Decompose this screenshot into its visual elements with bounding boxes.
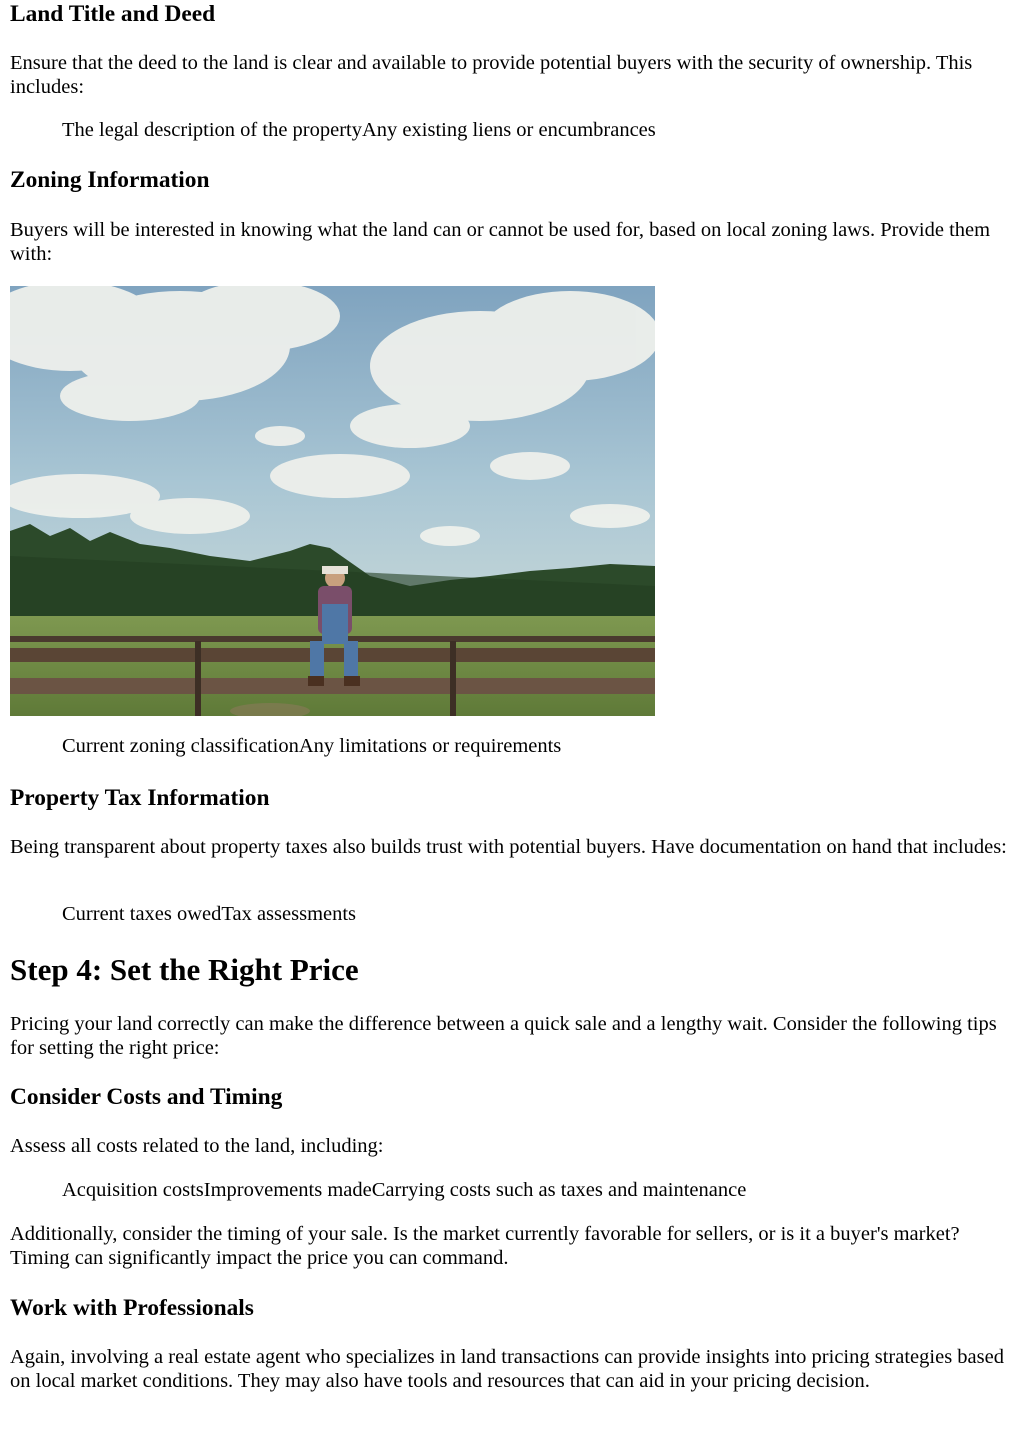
list-land-title: The legal description of the propertyAny existing liens or encumbrances [62, 119, 656, 141]
heading-costs-timing: Consider Costs and Timing [10, 1084, 283, 1110]
heading-professionals: Work with Professionals [10, 1295, 254, 1321]
list-zoning: Current zoning classificationAny limitations or requirements [62, 735, 562, 757]
heading-zoning: Zoning Information [10, 167, 210, 193]
paragraph-step4: Pricing your land correctly can make the difference between a quick sale and a lengthy wait. Consider the following tips for setting the right price: [10, 1013, 997, 1059]
list-costs-timing: Acquisition costsImprovements madeCarrying costs such as taxes and maintenance [62, 1179, 747, 1201]
paragraph-property-tax: Being transparent about property taxes also builds trust with potential buyers. Have documentation on hand that includes: [10, 836, 1007, 858]
heading-land-title: Land Title and Deed [10, 1, 216, 27]
paragraph-costs-timing: Assess all costs related to the land, including: [10, 1135, 384, 1157]
heading-property-tax: Property Tax Information [10, 785, 270, 811]
paragraph-professionals: Again, involving a real estate agent who specializes in land transactions can provide insights into pricing strategies based on local market conditions. They may also have tools and resources that can aid in your pricing decision. [10, 1346, 1004, 1392]
heading-step4: Step 4: Set the Right Price [10, 952, 359, 987]
farmer-on-fence-photo [10, 286, 655, 716]
list-property-tax: Current taxes owedTax assessments [62, 903, 357, 925]
paragraph-zoning: Buyers will be interested in knowing what the land can or cannot be used for, based on local zoning laws. Provide them with: [10, 219, 991, 265]
paragraph-land-title: Ensure that the deed to the land is clear and available to provide potential buyers with the security of ownership. This includes: [10, 52, 973, 98]
paragraph-timing: Additionally, consider the timing of your sale. Is the market currently favorable for sellers, or is it a buyer's market? Timing can significantly impact the price you can command. [10, 1223, 960, 1269]
